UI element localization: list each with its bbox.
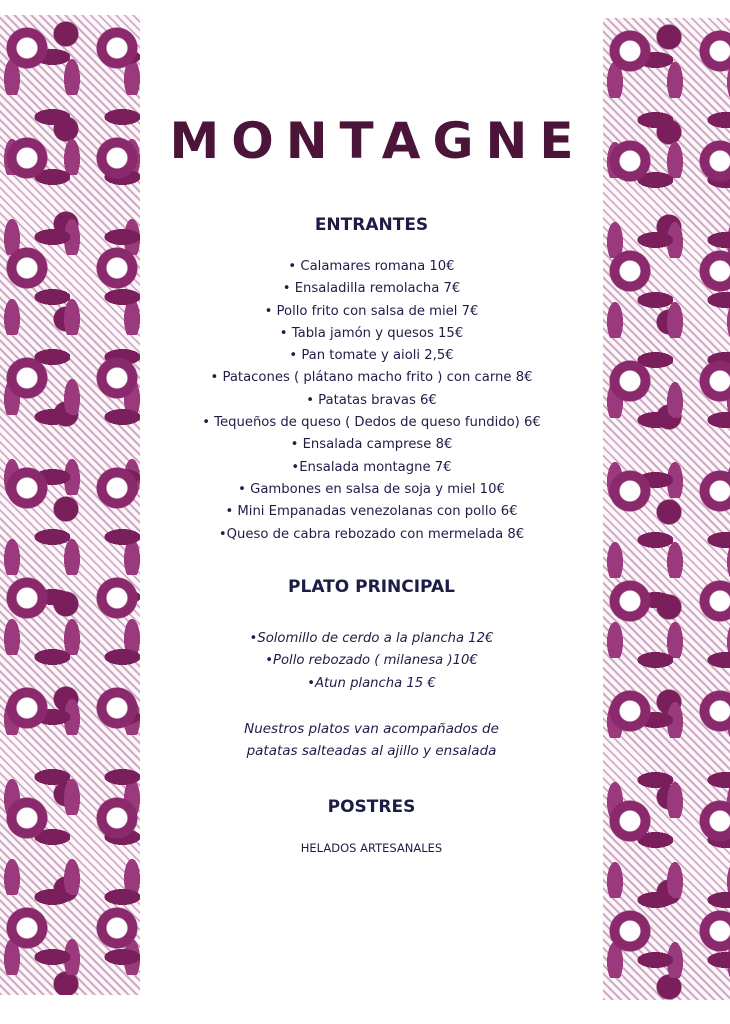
section-heading-principal: PLATO PRINCIPAL	[288, 577, 455, 597]
note-line: patatas salteadas al ajillo y ensalada	[246, 743, 497, 759]
menu-item: • Tabla jamón y quesos 15€	[279, 325, 464, 341]
menu-item: •Ensalada montagne 7€	[291, 459, 452, 475]
menu-item: • Calamares romana 10€	[288, 259, 455, 274]
principal-list	[140, 628, 603, 695]
menu-item: • Gambones en salsa de soja y miel 10€	[238, 481, 505, 497]
menu-item: • Ensaladilla remolacha 7€	[282, 281, 461, 297]
menu-item: • Patacones ( plátano macho frito ) con carne 8€	[210, 370, 533, 386]
menu-item: • Ensalada camprese 8€	[290, 437, 453, 453]
side-dish-note	[140, 718, 603, 762]
menu-item: • Mini Empanadas venezolanas con pollo 6€	[225, 504, 518, 520]
menu-item: • Patatas bravas 6€	[306, 392, 437, 408]
entrantes-list	[140, 256, 603, 546]
menu-item: •Queso de cabra rebozado con mermelada 8€	[218, 526, 525, 542]
menu-item: • Pan tomate y aioli 2,5€	[289, 348, 454, 364]
menu-item: HELADOS ARTESANALES	[300, 841, 443, 855]
menu-item: •Pollo rebozado ( milanesa )10€	[265, 653, 478, 669]
floral-border-right	[603, 18, 730, 1000]
section-heading-postres: POSTRES	[327, 797, 416, 817]
menu-item: •Atun plancha 15 €	[307, 675, 436, 691]
menu-item: •Solomillo de cerdo a la plancha 12€	[249, 631, 494, 646]
restaurant-title: MONTAGNE	[169, 112, 586, 170]
section-heading-entrantes: ENTRANTES	[314, 215, 429, 235]
floral-border-left	[0, 15, 140, 995]
note-line: Nuestros platos van acompañados de	[244, 721, 499, 737]
menu-item: • Pollo frito con salsa de miel 7€	[264, 303, 479, 319]
menu-item: • Tequeños de queso ( Dedos de queso fundido) 6€	[202, 415, 541, 431]
